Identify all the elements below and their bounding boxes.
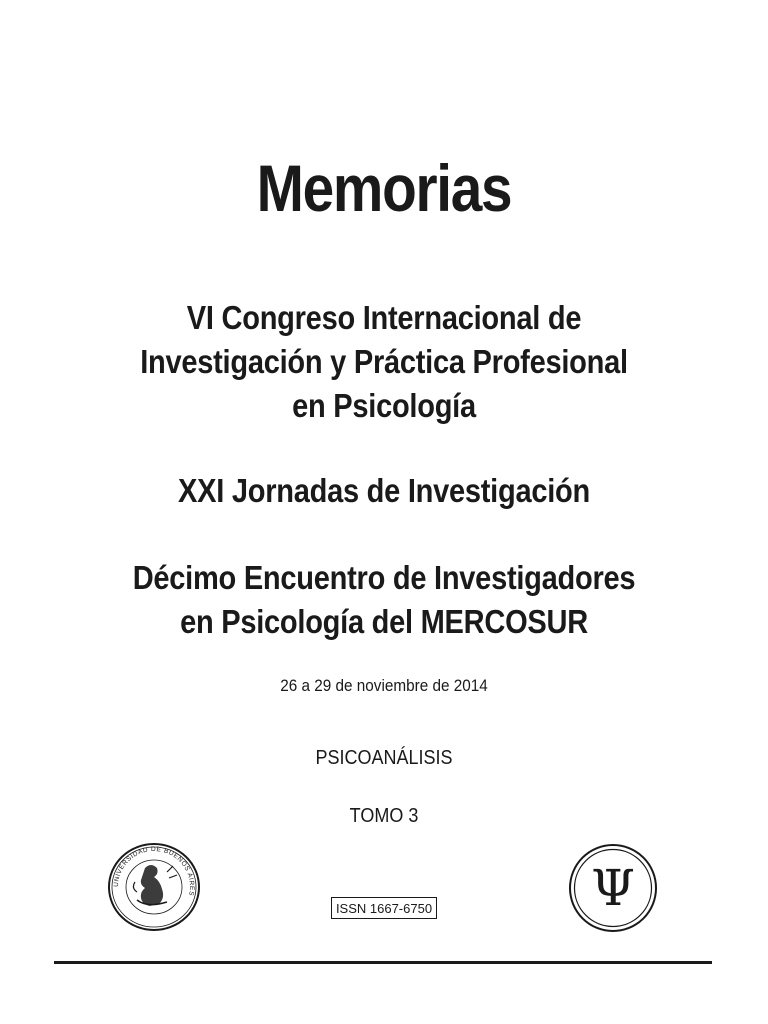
bottom-divider: [54, 961, 712, 964]
congress-line-2: Investigación y Práctica Profesional: [140, 343, 628, 380]
document-title: Memorias: [256, 151, 512, 225]
psi-logo-icon: [568, 843, 658, 933]
jornadas-line: XXI Jornadas de Investigación: [178, 472, 590, 509]
event-dates: 26 a 29 de noviembre de 2014: [280, 676, 488, 695]
encuentro-line-2: en Psicología del MERCOSUR: [180, 603, 588, 640]
jornadas-heading: [0, 469, 768, 513]
encuentro-line-1: Décimo Encuentro de Investigadores: [132, 559, 636, 596]
psi-symbol: Ψ: [591, 859, 635, 917]
congress-line-3: en Psicología: [292, 387, 476, 424]
seal-text: UNIVERSIDAD DE BUENOS AIRES: [112, 845, 196, 897]
congress-line-1: VI Congreso Internacional de: [186, 299, 582, 336]
congress-heading: [0, 296, 768, 428]
subject-area: PSICOANÁLISIS: [315, 747, 453, 769]
issn-box: ISSN 1667-6750: [331, 897, 437, 919]
university-seal-icon: [107, 842, 201, 932]
encuentro-heading: [0, 556, 768, 644]
volume-number: TOMO 3: [349, 805, 419, 827]
